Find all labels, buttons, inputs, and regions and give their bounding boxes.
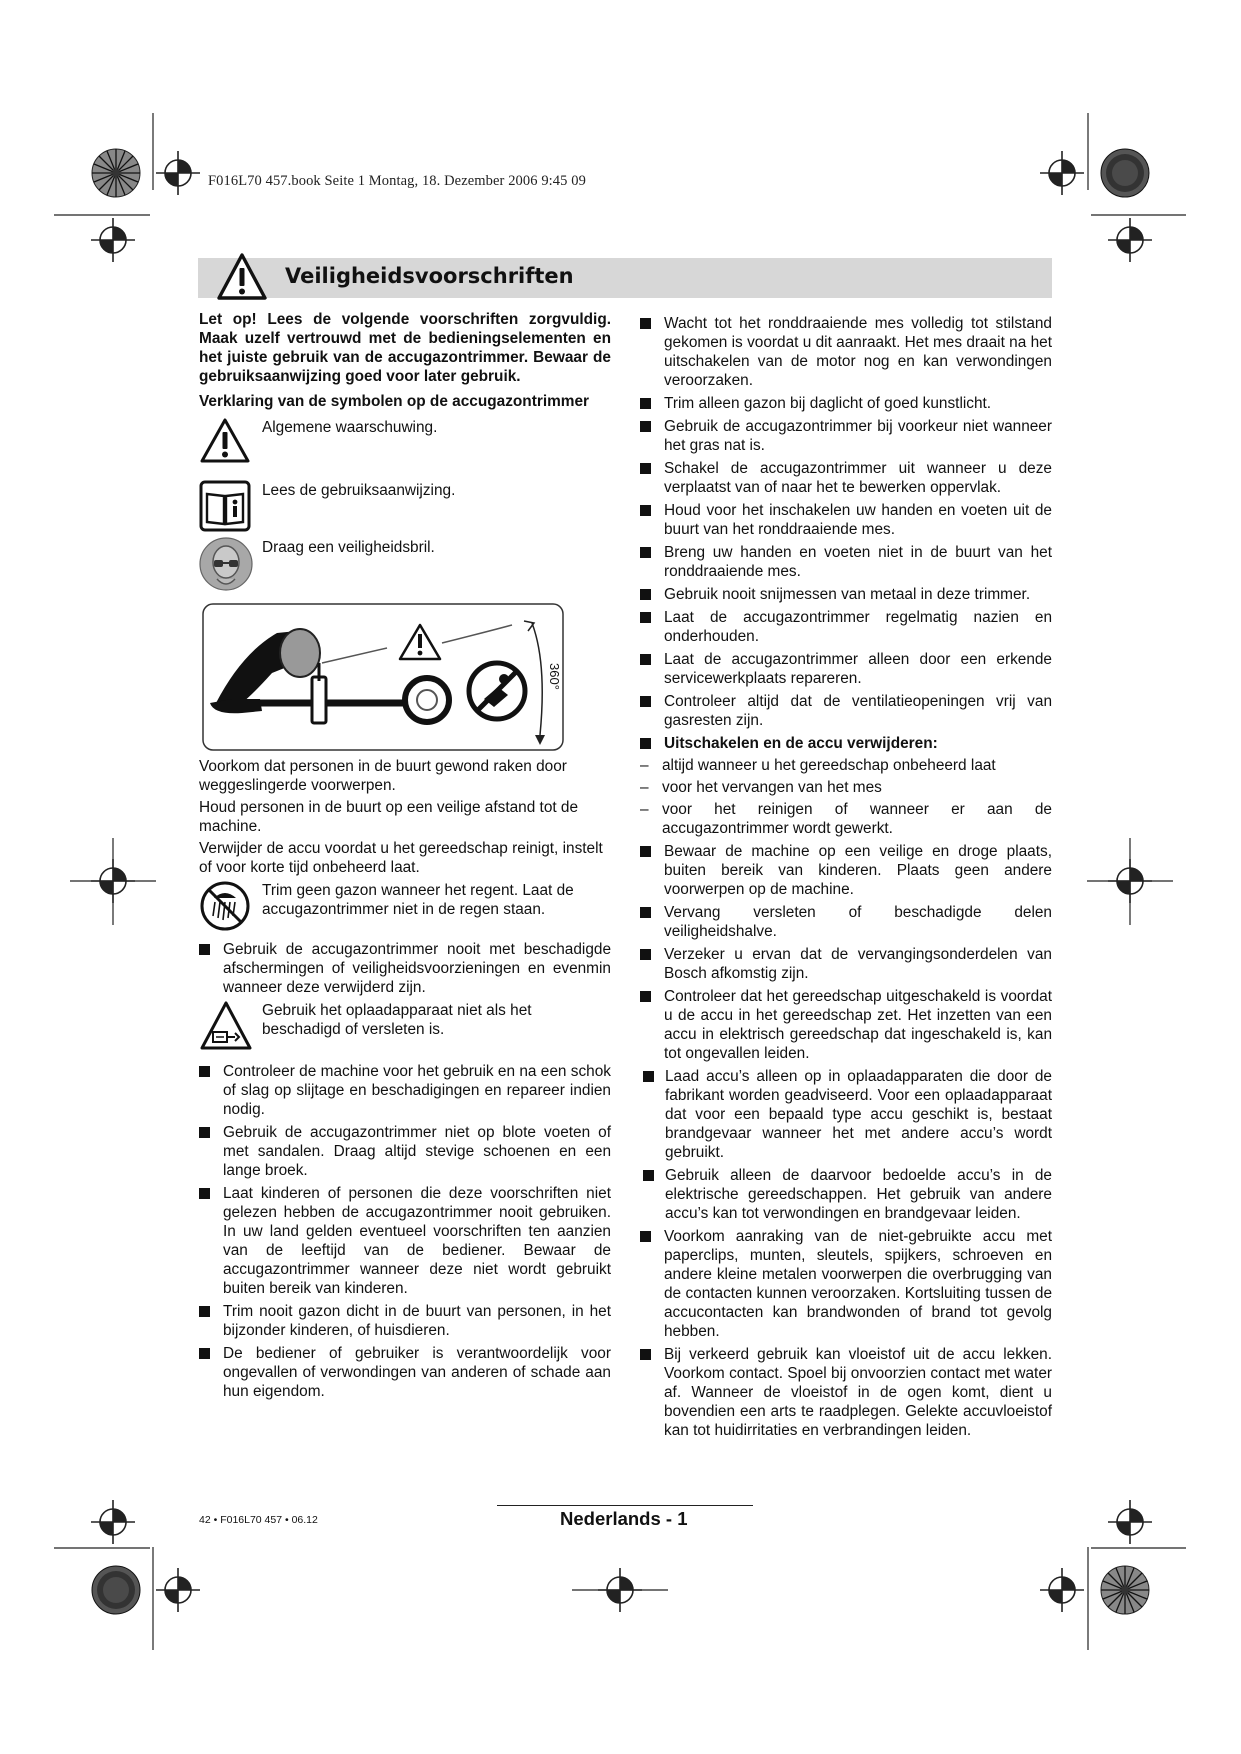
- footer-page-label: Nederlands - 1: [560, 1508, 688, 1529]
- dash-replace-blade: – voor het vervangen van het mes: [640, 778, 1052, 797]
- bullet-near-persons: Trim nooit gazon dicht in de buurt van personen, in het bijzonder kinderen, of huisdieren.: [199, 1302, 611, 1340]
- charger-warning-text: Gebruik het oplaadapparaat niet als het beschadigd of versleten is.: [262, 1002, 532, 1038]
- bullet-hands-before-start: Houd voor het inschakelen uw handen en voeten uit de buurt van het ronddraaiende mes.: [640, 501, 1052, 539]
- symbols-heading: Verklaring van de symbolen op de accugazontrimmer: [199, 393, 590, 410]
- symbol-text-warning: Algemene waarschuwing.: [262, 419, 438, 436]
- symbol-row-glasses: [199, 537, 611, 589]
- left-column: [199, 310, 611, 1401]
- bullet-bosch-parts: Verzeker u ervan dat de vervangingsonderdelen van Bosch afkomstig zijn.: [640, 945, 1052, 983]
- bullet-short-circuit: Voorkom aanraking van de niet-gebruikte accu met paperclips, munten, sleutels, spijkers, schroeven en andere kleine metalen voorwerpen die overbrugging van de contacten kunnen veroorzaken. Kortsluiting tussen de accucontacten kan brandwonden of brand tot gevolg hebben.: [640, 1227, 1052, 1341]
- bullet-charger-advice: Laad accu’s alleen op in oplaadapparaten die door de fabrikant worden geadviseerd. Voor een oplaadapparaat dat voor een bepaald type accu geschikt is, bestaat brandgevaar wanneer het met andere accu’s wordt gebruikt.: [640, 1067, 1052, 1162]
- symbol-text-manual: Lees de gebruiksaanwijzing.: [262, 482, 456, 499]
- paragraph-remove-battery: Verwijder de accu voordat u het gereedschap reinigt, instelt of voor korte tijd onbeheerd laat.: [199, 840, 603, 876]
- bullet-daylight: Trim alleen gazon bij daglicht of goed kunstlicht.: [640, 394, 1052, 413]
- safety-glasses-icon: [199, 537, 253, 591]
- bullet-inspect-machine: Controleer de machine voor het gebruik en na een schok of slag op slijtage en beschadigingen en repareer indien nodig.: [199, 1062, 611, 1119]
- dash-cleaning: – voor het reinigen of wanneer er aan de accugazontrimmer wordt gewerkt.: [640, 800, 1052, 838]
- bullet-footwear: Gebruik de accugazontrimmer niet op blote voeten of met sandalen. Draag altijd stevige schoenen en een lange broek.: [199, 1123, 611, 1180]
- switch-off-heading: Uitschakelen en de accu verwijderen:: [640, 734, 1052, 753]
- bullet-intended-batteries: Gebruik alleen de daarvoor bedoelde accu’s in de elektrische gereedschappen. Het gebruik van andere accu’s kan tot verwondingen en brandgevaar leiden.: [640, 1166, 1052, 1223]
- warning-triangle-icon: [216, 252, 268, 302]
- bullet-replace-parts: Vervang versleten of beschadigde delen veiligheidshalve.: [640, 903, 1052, 941]
- bullet-hands-away: Breng uw handen en voeten niet in de buurt van het ronddraaiende mes.: [640, 543, 1052, 581]
- symbol-text-glasses: Draag een veiligheidsbril.: [262, 539, 435, 556]
- bullet-storage: Bewaar de machine op een veilige en droge plaats, buiten bereik van kinderen. Plaats geen andere voorwerpen op de machine.: [640, 842, 1052, 899]
- warning-triangle-icon: [199, 417, 251, 465]
- symbol-row-rain: [199, 880, 611, 936]
- no-rain-icon: [199, 880, 251, 932]
- symbol-row-charger: [199, 1000, 611, 1058]
- paragraph-thrown-objects: Voorkom dat personen in de buurt gewond raken door weggeslingerde voorwerpen.: [199, 758, 567, 794]
- bullet-wet-grass: Gebruik de accugazontrimmer bij voorkeur niet wanneer het gras nat is.: [640, 417, 1052, 455]
- bullet-no-metal-blades: Gebruik nooit snijmessen van metaal in deze trimmer.: [640, 585, 1052, 604]
- bullet-children: Laat kinderen of personen die deze voorschriften niet gelezen hebben de accugazontrimmer nooit gebruiken. In uw land gelden eventueel voorschriften ten aanzien van de leeftijd van de bediener. Bewaar de accugazontrimmer wanneer deze niet wordt gebruikt buiten bereik van kinderen.: [199, 1184, 611, 1298]
- section-title: Veiligheidsvoorschriften: [285, 264, 574, 288]
- right-column: [640, 310, 1052, 1440]
- bullet-responsibility: De bediener of gebruiker is verantwoordelijk voor ongevallen of verwondingen van anderen of schade aan hun eigendom.: [199, 1344, 611, 1401]
- dash-unattended: – altijd wanneer u het gereedschap onbeheerd laat: [640, 756, 1052, 775]
- bullet-switch-before-battery: Controleer dat het gereedschap uitgeschakeld is voordat u de accu in het gereedschap zet. Het inzetten van een accu in elektrisch gereedschap dat ingeschakeld is, kan tot ongevallen leiden.: [640, 987, 1052, 1063]
- bullet-ventilation: Controleer altijd dat de ventilatieopeningen vrij van gasresten zijn.: [640, 692, 1052, 730]
- book-header: F016L70 457.book Seite 1 Montag, 18. Dezember 2006 9:45 09: [208, 173, 586, 189]
- trimmer-illustration: [202, 603, 564, 751]
- rotation-label: 360°: [547, 663, 562, 690]
- bullet-battery-leak: Bij verkeerd gebruik kan vloeistof uit de accu lekken. Voorkom contact. Spoel bij onvoorzien contact met water af. Wanneer de vloeistof in de ogen komt, dient u bovendien een arts te raadplegen. Gelekte accuvloeistof kan tot huidirritaties en verbrandingen leiden.: [640, 1345, 1052, 1440]
- charger-warning-icon: [199, 1000, 253, 1052]
- bullet-maintenance: Laat de accugazontrimmer regelmatig nazien en onderhouden.: [640, 608, 1052, 646]
- symbol-row-manual: [199, 480, 611, 532]
- bullet-switch-off-moving: Schakel de accugazontrimmer uit wanneer u deze verplaatst van of naar het te bewerken oppervlak.: [640, 459, 1052, 497]
- bullet-damaged-guard: Gebruik de accugazontrimmer nooit met beschadigde afschermingen of veiligheidsvoorzieningen en evenmin wanneer deze verwijderd zijn.: [199, 940, 611, 997]
- bullet-authorized-repair: Laat de accugazontrimmer alleen door een erkende servicewerkplaats repareren.: [640, 650, 1052, 688]
- bullet-blade-stop: Wacht tot het ronddraaiende mes volledig tot stilstand gekomen is voordat u dit aanraakt. Het mes draait na het uitschakelen van de motor nog en kan verwondingen veroorzaken.: [640, 314, 1052, 390]
- read-manual-icon: [199, 480, 251, 532]
- trimmer-danger-figure: [202, 603, 564, 751]
- footer-doc-code: 42 • F016L70 457 • 06.12: [199, 1514, 318, 1526]
- footer-rule: [497, 1505, 753, 1506]
- symbol-row-warning: [199, 417, 611, 475]
- paragraph-safe-distance: Houd personen in de buurt op een veilige afstand tot de machine.: [199, 799, 579, 835]
- intro-warning: Let op! Lees de volgende voorschriften zorgvuldig. Maak uzelf vertrouwd met de bedieningselementen en het juiste gebruik van de accugazontrimmer. Bewaar de gebruiksaanwijzing goed voor later gebruik.: [199, 311, 611, 385]
- rain-warning-text: Trim geen gazon wanneer het regent. Laat de accugazontrimmer niet in de regen staan.: [262, 882, 574, 918]
